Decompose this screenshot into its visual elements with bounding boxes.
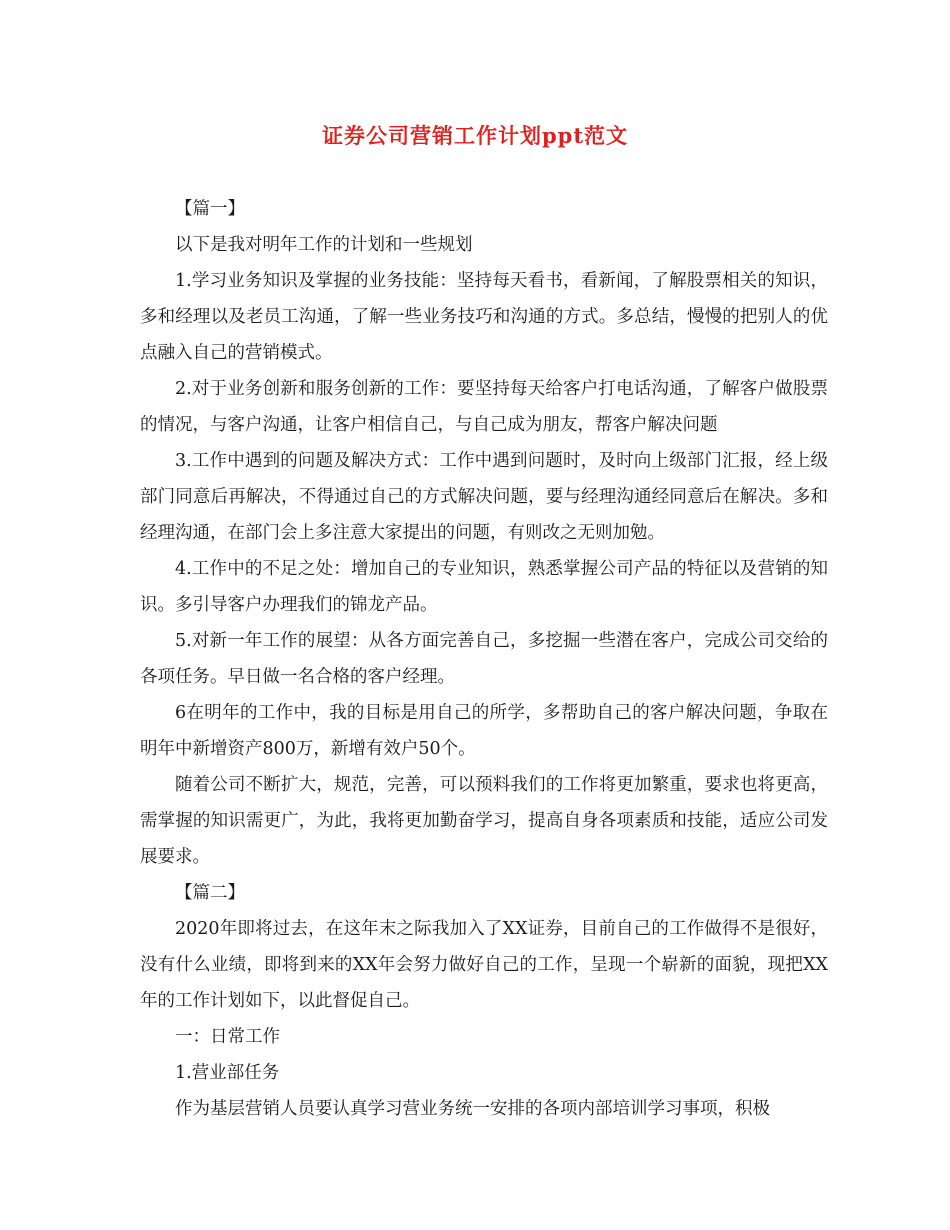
paragraph: 3.工作中遇到的问题及解决方式：工作中遇到问题时，及时向上级部门汇报，经上级部门同意后再解决，不得通过自己的方式解决问题，要与经理沟通经同意后在解决。多和经理沟通，在部门会上多注意大家提出的问题，有则改之无则加勉。: [140, 451, 828, 543]
paragraph: 4.工作中的不足之处：增加自己的专业知识，熟悉掌握公司产品的特征以及营销的知识。多引导客户办理我们的锦龙产品。: [140, 559, 828, 615]
paragraph: 2.对于业务创新和服务创新的工作：要坚持每天给客户打电话沟通，了解客户做股票的情况，与客户沟通，让客户相信自己，与自己成为朋友，帮客户解决问题: [140, 379, 828, 435]
paragraph: 6在明年的工作中，我的目标是用自己的所学，多帮助自己的客户解决问题，争取在明年中新增资产800万，新增有效户50个。: [140, 703, 828, 759]
document-title: 证券公司营销工作计划ppt范文: [321, 123, 629, 148]
paragraph: 随着公司不断扩大，规范，完善，可以预料我们的工作将更加繁重，要求也将更高，需掌握的知识需更广，为此，我将更加勤奋学习，提高自身各项素质和技能，适应公司发展要求。: [140, 775, 828, 867]
paragraph: 2020年即将过去，在这年末之际我加入了XX证券，目前自己的工作做得不是很好，没有什么业绩，即将到来的XX年会努力做好自己的工作，呈现一个崭新的面貌，现把XX年的工作计划如下，以此督促自己。: [140, 919, 828, 1011]
paragraph: 以下是我对明年工作的计划和一些规划: [175, 235, 473, 255]
paragraph: 1.学习业务知识及掌握的业务技能：坚持每天看书，看新闻，了解股票相关的知识，多和经理以及老员工沟通，了解一些业务技巧和沟通的方式。多总结，慢慢的把别人的优点融入自己的营销模式。: [140, 271, 828, 363]
paragraph: 5.对新一年工作的展望：从各方面完善自己，多挖掘一些潜在客户，完成公司交给的各项任务。早日做一名合格的客户经理。: [140, 631, 828, 687]
document-body: [140, 191, 828, 1127]
subheading: 1.营业部任务: [175, 1063, 280, 1083]
paragraph: 作为基层营销人员要认真学习营业务统一安排的各项内部培训学习事项，积极: [175, 1099, 770, 1119]
section-heading-2: 【篇二】: [175, 883, 245, 903]
subheading: 一：日常工作: [175, 1027, 280, 1047]
section-heading-1: 【篇一】: [175, 199, 245, 219]
